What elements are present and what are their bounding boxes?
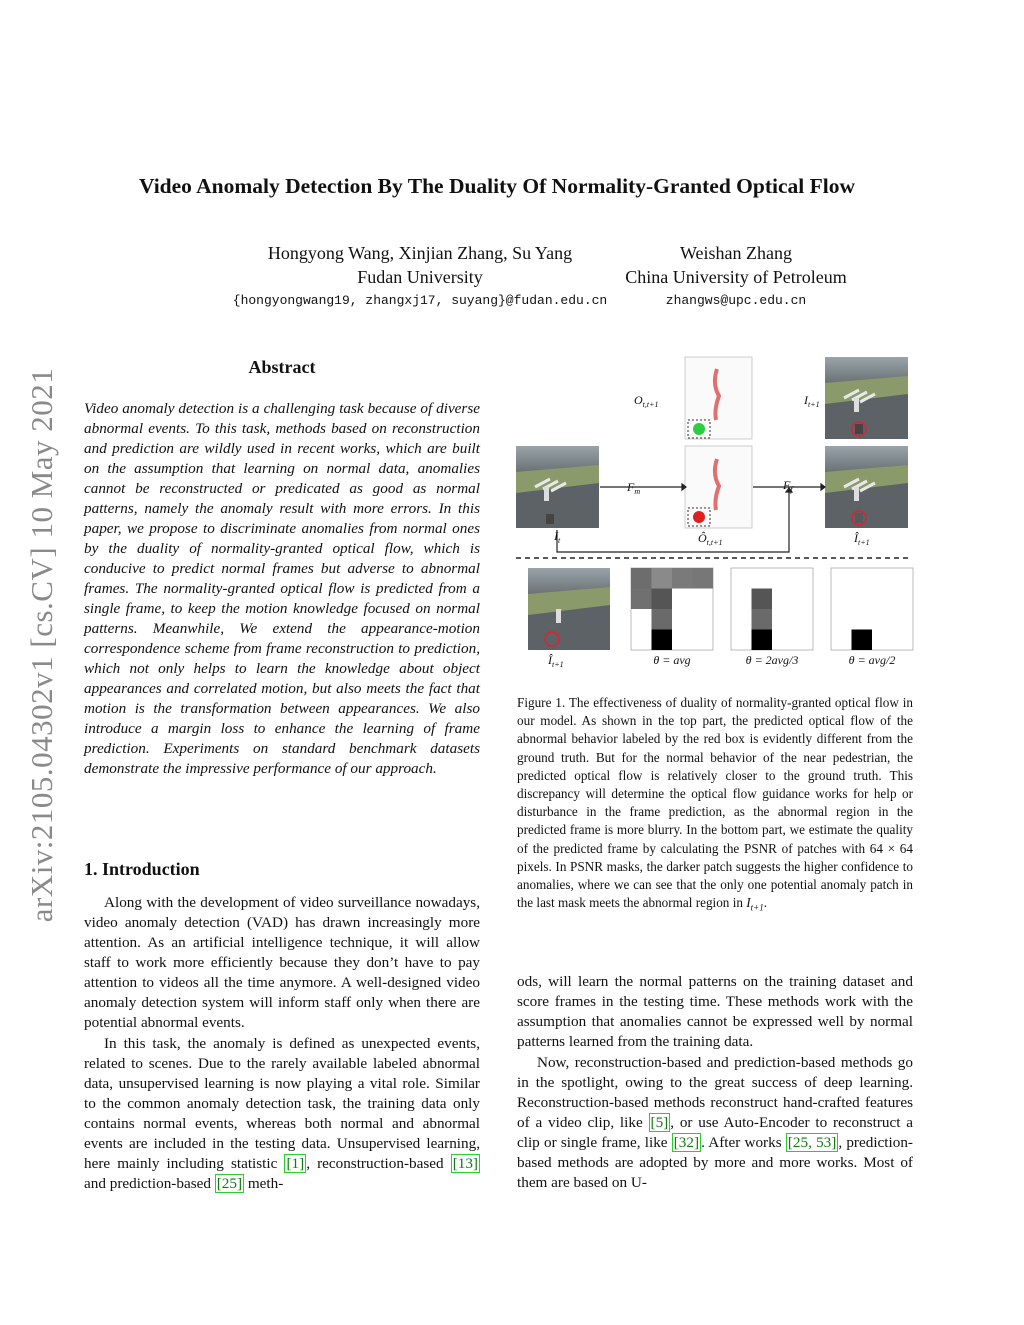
citation-5[interactable]: [5] bbox=[650, 1114, 669, 1131]
intro-p2-text-a: In this task, the anomaly is defined as unexpected events, related to scenes. Due to the rarely available labeled abnormal data, unsupervised learning is now playing a vital role. Similar to the common anomaly detection task, the training data only contains normal events, whereas both normal and abnormal events are included in the testing data. Unsupervised learning, here mainly including statistic bbox=[84, 1035, 480, 1172]
citation-25[interactable]: [25] bbox=[216, 1175, 243, 1192]
intro-heading: 1. Introduction bbox=[84, 859, 200, 879]
abstract-heading: Abstract bbox=[248, 357, 316, 377]
author-names-left: Hongyong Wang, Xinjian Zhang, Su Yang bbox=[267, 243, 573, 263]
label-i-next: $I_{t+1}$ bbox=[804, 393, 820, 409]
author-names-right: Weishan Zhang bbox=[679, 243, 793, 263]
label-i-t: $I_t$ bbox=[554, 529, 561, 545]
col2-paragraph-2 bbox=[517, 1053, 913, 1193]
intro-p2-text-d: meth- bbox=[244, 1175, 284, 1192]
citation-25-53[interactable]: [25, 53] bbox=[787, 1134, 837, 1151]
col2-p2-text-d: , prediction-based methods are adopted by more and more works. Most of them are based on U- bbox=[517, 1134, 913, 1191]
citation-1[interactable]: [1] bbox=[286, 1155, 305, 1172]
affiliation-left: Fudan University bbox=[357, 267, 483, 287]
affiliation-right: China University of Petroleum bbox=[625, 267, 847, 287]
label-theta-avg2: θ = avg/2 bbox=[848, 653, 896, 667]
label-f-m: $F_m$ bbox=[627, 480, 641, 496]
arxiv-stamp bbox=[22, 345, 62, 945]
citation-13[interactable]: [13] bbox=[452, 1155, 478, 1172]
intro-p2-text-b: , reconstruction-based bbox=[306, 1155, 451, 1172]
label-i-hat: $Î_{t+1}$ bbox=[854, 531, 870, 547]
email-left: {hongyongwang19, zhangxj17, suyang}@fudan.edu.cn bbox=[232, 293, 608, 308]
label-f-f: $F_f$ bbox=[783, 478, 793, 494]
scene-frame-i-hat bbox=[825, 446, 908, 528]
abstract-text: Video anomaly detection is a challenging task because of diverse abnormal events. To this task, methods based on reconstruction and prediction are wildly used in recent works, which are built on the assumption that learning on normal data, anomalies cannot be reconstructed or predicated as good as normal patterns, namely the anomaly result with more errors. In this paper, we propose to discriminate anomalies from normal ones by the duality of normality-granted optical flow, which is conducive to predict normal frames but adverse to abnormal frames. The normality-granted optical flow is predicted from a single frame, to keep the motion knowledge focused on normal patterns. Meanwhile, We extend the appearance-motion correspondence scheme from frame reconstruction to prediction, which not only helps to learn the knowledge about object appearances and correlated motion, but also meets the fact that motion is the transformation between appearances. We also introduce a margin loss to enhance the learning of frame prediction. Experiments on standard benchmark datasets demonstrate the impressive performance of our approach. bbox=[84, 400, 480, 777]
email-right: zhangws@upc.edu.cn bbox=[665, 293, 807, 308]
optical-flow-pred bbox=[685, 446, 752, 528]
col2-paragraph-1: ods, will learn the normal patterns on the training dataset and score frames in the testing time. These methods work with the assumption that anomalies cannot be expressed well by normal patterns learned from the training data. bbox=[517, 973, 913, 1050]
label-o-hat: $Ô_{t,t+1}$ bbox=[698, 531, 723, 547]
citation-32[interactable]: [32] bbox=[673, 1134, 700, 1151]
arxiv-stamp-text: arXiv:2105.04302v1 [cs.CV] 10 May 2021 bbox=[24, 367, 59, 923]
label-o-flow: $O_{t,t+1}$ bbox=[634, 393, 659, 409]
scene-frame-i-t bbox=[516, 446, 599, 528]
figure-caption bbox=[517, 694, 913, 917]
label-theta-2avg3: θ = 2avg/3 bbox=[745, 653, 799, 667]
col2-p2-text-a: Now, reconstruction-based and prediction-based methods go in the spotlight, owing to the great success of deep learning. Reconstruction-based methods reconstruct hand-crafted features of a video clip, like bbox=[517, 1054, 913, 1131]
figure-1 bbox=[514, 354, 914, 674]
label-i-hat-bottom: $Î_{t+1}$ bbox=[548, 653, 564, 669]
caption-var: I bbox=[746, 895, 751, 911]
scene-frame-i-next bbox=[825, 357, 908, 439]
authors-right bbox=[595, 241, 877, 313]
caption-sub: t+1 bbox=[750, 902, 764, 913]
intro-p2-text-c: and prediction-based bbox=[84, 1175, 215, 1192]
psnr-mask-2avg3 bbox=[731, 568, 813, 650]
psnr-mask-avg2 bbox=[831, 568, 913, 650]
col2-p2-text-c: . After works bbox=[701, 1134, 786, 1151]
paper-title: Video Anomaly Detection By The Duality Of Normality-Granted Optical Flow bbox=[138, 174, 856, 198]
col2-p2-text-b: , or use Auto-Encoder to reconstruct a clip or single frame, like bbox=[517, 1114, 913, 1151]
psnr-mask-avg bbox=[631, 568, 713, 650]
caption-text-b: . bbox=[763, 895, 768, 911]
intro-paragraph-2 bbox=[84, 1034, 480, 1194]
caption-text-a: Figure 1. The effectiveness of duality of normality-granted optical flow in our model. As shown in the top part, the predicted optical flow of the abnormal behavior labeled by the red box is evidently different from the ground truth. But for the normal behavior of the near pedestrian, the predicted optical flow is relatively closer to the ground truth. This discrepancy will determine the optical flow guidance works for help or disturbance in the frame prediction, as the abnormal region in the predicted frame is more blurry. In the bottom part, we estimate the quality of the predicted frame by calculating the PSNR of patches with 64 × 64 pixels. In PSNR masks, the darker patch suggests the higher confidence to anomalies, where we can see that the only one potential anomaly patch in the last mask meets the abnormal region in bbox=[517, 695, 913, 911]
scene-frame-bottom bbox=[528, 568, 610, 650]
intro-paragraph-1: Along with the development of video surveillance nowadays, video anomaly detection (VAD) has drawn increasingly more attention. As an artificial intelligence technique, it will allow staff to work more efficiently because they don’t have to pay attention to videos all the time anymore. A well-designed video anomaly detection system will inform staff only when there are potential abnormal events. bbox=[84, 894, 480, 1031]
label-theta-avg: θ = avg bbox=[653, 653, 691, 667]
optical-flow-gt bbox=[685, 357, 752, 439]
